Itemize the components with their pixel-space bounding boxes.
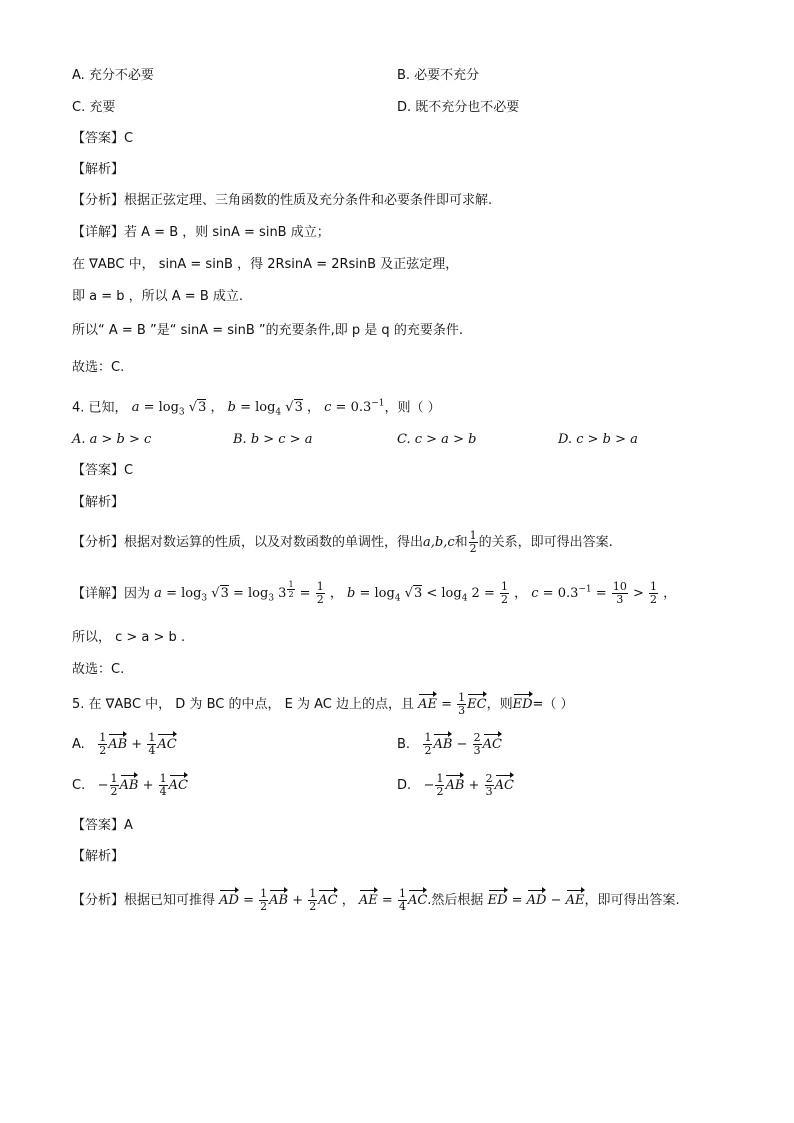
fenxi-vars: a,b,c [423, 535, 455, 550]
q3-option-a: A. 充分不必要 [72, 68, 154, 83]
fenxi-post: ，即可得出答案. [584, 893, 680, 908]
q4-option-b: B. b > c > a [233, 432, 313, 447]
fenxi-text-pre: 根据对数运算的性质，以及对数函数的单调性，得出 [124, 535, 424, 550]
fraction-one-half: $\frac{1}{2}$ [469, 529, 477, 555]
xiangjie-tag: 【详解】 [72, 225, 125, 240]
q5-option-d: D. − $\frac{1}{2}$ AB + $\frac{2}{3}$ AC [397, 772, 514, 798]
q3-xiangjie [72, 224, 330, 242]
xiangjie-line1: 若 A = B ，则 sinA = sinB 成立； [124, 225, 330, 240]
q3-line4: 所以“ A = B ”是“ sinA = sinB ”的充要条件,即 p 是 q 的充要条件. [72, 323, 463, 338]
q4-xiangjie [72, 580, 676, 608]
fenxi-tag: 【分析】 [72, 893, 125, 908]
q4-derivation: $a = \log_3 √3 = \log_3 3$ $^{\frac{1}{2}}$ = $\frac{1}{2}$ ， $b = \log_4 √3 < \log_4 2$ = $\frac{1}{2}$ ， $c = 0.3^{-1}$ = $\frac{10}{3}$ > $\frac{1}{2}$ ， [154, 580, 677, 607]
answer-tag: 【答案】 [72, 463, 125, 478]
q4-option-a: A. a > b > c [72, 432, 152, 447]
fenxi-pre: 根据已知可推得 [124, 893, 216, 908]
q3-option-c: C. 充要 [72, 100, 116, 115]
fenxi-text-post: 的关系，即可得出答案. [478, 535, 613, 550]
q3-option-b: B. 必要不充分 [397, 68, 480, 83]
q4-stem [72, 395, 441, 422]
q5-fenxi: 【分析】根据已知可推得 AD = $\frac{1}{2}$ AB + $\frac{1}{2}$ AC ， AE = $\frac{1}{4}$ AC.然后根据 ED = AD − AE，即可得出答案. [72, 887, 680, 913]
q4-option-d: D. c > b > a [558, 432, 638, 447]
q5-analysis-tag: 【解析】 [72, 849, 125, 864]
option-label: B. [397, 737, 411, 752]
xiangjie-pre: 因为 [124, 586, 151, 602]
q5-stem-post: ，则 [486, 697, 513, 712]
fenxi-text: 根据正弦定理、三角函数的性质及充分条件和必要条件即可求解. [124, 193, 493, 208]
answer-value: C [124, 463, 134, 478]
answer-tag: 【答案】 [72, 818, 125, 833]
q4-stem-suffix: ，则（ ） [384, 400, 441, 416]
answer-value: C [124, 131, 134, 146]
answer-value: A [124, 818, 133, 833]
q4-stem-prefix: 4. 已知， [72, 400, 128, 416]
fenxi-tag: 【分析】 [72, 535, 125, 550]
q3-line2: 在 ∇ABC 中， sinA = sinB ，得 2RsinA = 2RsinB 及正弦定理， [72, 257, 459, 272]
q5-stem-pre: 5. 在 ∇ABC 中， D 为 BC 的中点， E 为 AC 边上的点，且 [72, 697, 414, 712]
fenxi-tag: 【分析】 [72, 193, 125, 208]
option-label: D. [397, 778, 412, 793]
q4-analysis-tag: 【解析】 [72, 495, 125, 510]
q5-option-b: B. $\frac{1}{2}$ AB − $\frac{2}{3}$ AC [397, 731, 502, 757]
q4-formula: $a = \log_3 √3$ ， $b = \log_4 √3$ ， $c = 0.3^{-1}$ [131, 399, 385, 418]
q4-answer [72, 462, 133, 480]
q5-option-c: C. − $\frac{1}{2}$ AB + $\frac{1}{4}$ AC [72, 772, 188, 798]
q5-stem-end: =（ ） [532, 697, 574, 712]
q4-so-line: 所以， c > a > b . [72, 630, 186, 645]
q4-option-c: C. c > a > b [397, 432, 477, 447]
q3-analysis-tag: 【解析】 [72, 162, 125, 177]
q5-stem [72, 692, 574, 717]
xiangjie-tag: 【详解】 [72, 586, 125, 602]
q4-fenxi [72, 530, 613, 555]
option-label: C. [72, 778, 86, 793]
q5-option-a: A. $\frac{1}{2}$ AB + $\frac{1}{4}$ AC [72, 731, 177, 757]
answer-tag: 【答案】 [72, 131, 125, 146]
q3-option-d: D. 既不充分也不必要 [397, 100, 520, 115]
q3-fenxi [72, 192, 492, 210]
fenxi-and: 和 [454, 535, 468, 550]
q3-answer [72, 130, 133, 148]
q5-answer [72, 817, 133, 835]
q3-line3: 即 a = b ，所以 A = B 成立. [72, 289, 244, 304]
q4-choose: 故选：C. [72, 662, 125, 677]
vector-ed: ED [513, 692, 533, 714]
option-label: A. [72, 737, 85, 752]
q3-choose: 故选：C. [72, 360, 125, 375]
fenxi-mid: .然后根据 [427, 893, 484, 908]
q5-condition: AE = $\frac{1}{3}$ EC [418, 691, 487, 717]
